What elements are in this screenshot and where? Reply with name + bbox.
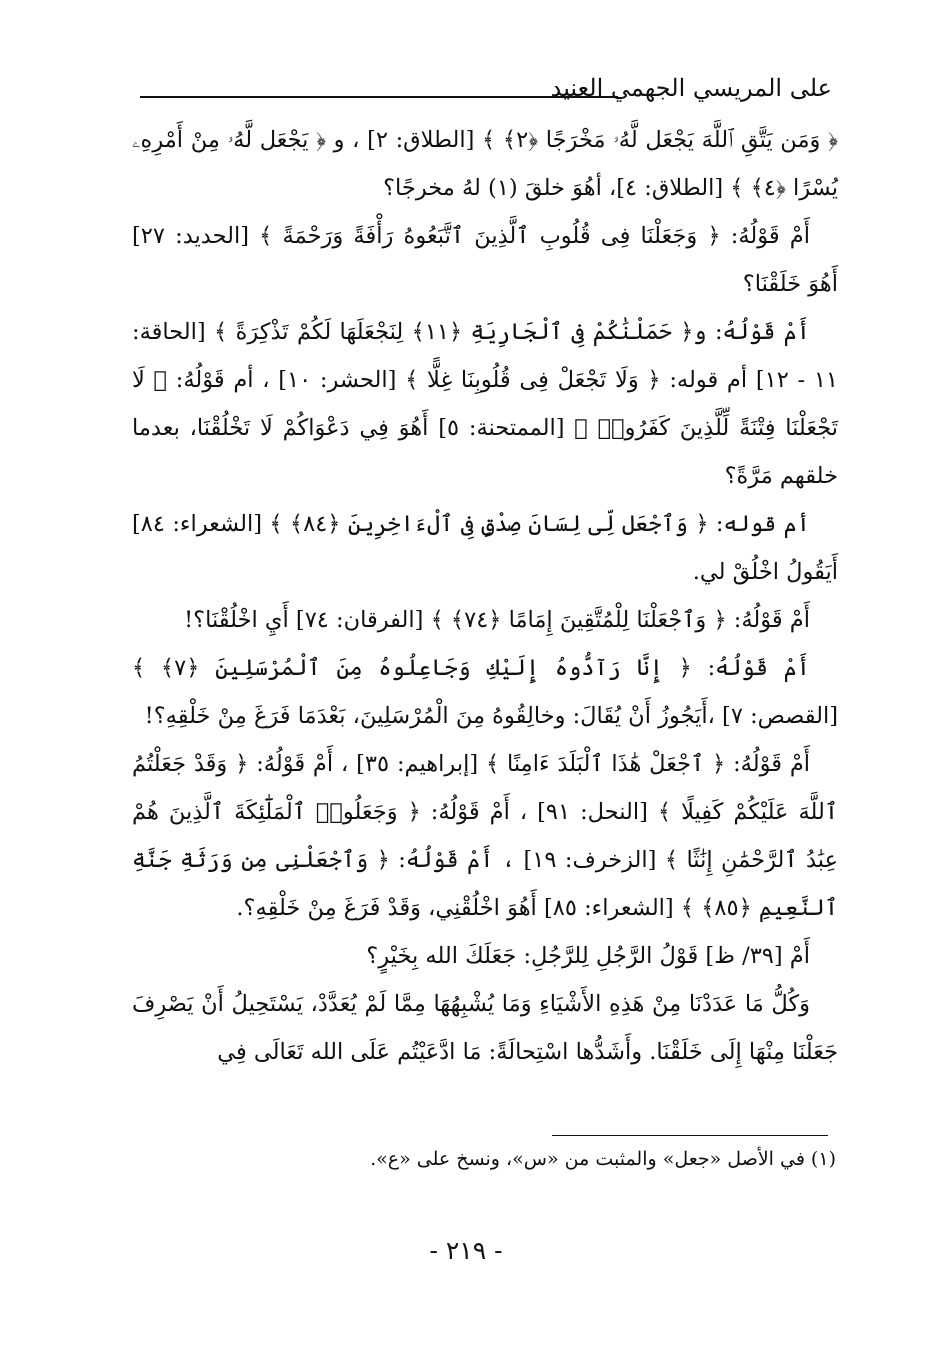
paragraph: أَمْ قَوْلُهُ: ﴿ ٱجْعَلْ هَٰذَا ٱلْبَلَدَ ءَامِنًا ﴾ [إبراهيم: ٣٥] ، أَمْ قَوْلُهُ: ﴿ وَقَدْ جَعَلْتُمُ ٱللَّهَ عَلَيْكُمْ كَفِيلًا ﴾ [النحل: ٩١] ، أَمْ قَوْلُهُ: ﴿ وَجَعَلُوا۟ ٱلْمَلَٰٓئِكَةَ ٱلَّذِينَ هُمْ عِبَٰدُ ٱلرَّحْمَٰنِ إِنَٰثًا ﴾ [الزخرف: ١٩] ، أَمْ قَوْلُهُ: ﴿ وَٱجْعَلْنِى مِن وَرَثَةِ جَنَّةِ ٱلنَّعِيمِ ﴿٨٥﴾ ﴾ [الشعراء: ٨٥] أَهُوَ اخْلُقْنِي، وَقَدْ فَرَغَ مِنْ خَلْقِهِ؟. bbox=[132, 751, 839, 921]
paragraph: ﴿ وَمَن يَتَّقِ ٱللَّهَ يَجْعَل لَّهُۥ مَخْرَجًا ﴿٢﴾ ﴾ [الطلاق: ٢] ، و ﴿ يَجْعَل لَّهُۥ مِنْ أَمْرِهِۦ يُسْرًا ﴿٤﴾ ﴾ [الطلاق: ٤]، أهُوَ خلقَ (١) لهُ مخرجًا؟ bbox=[132, 127, 838, 201]
paragraph: أَمْ [٣٩/ ظ] قَوْلُ الرَّجُلِ لِلرَّجُلِ: جَعَلَكَ الله بِخَيْرٍ؟ bbox=[366, 943, 810, 969]
paragraph: أَمْ قَوْلُهُ: ﴿ إِنَّا رَآدُّوهُ إِلَيْكِ وَجَاعِلُوهُ مِنَ ٱلْمُرْسَلِينَ ﴿٧﴾ ﴾ [القصص: ٧] ،أَيَجُوزُ أَنْ يُقَالَ: وخالِقُوهُ مِنَ الْمُرْسَلِينَ، بَعْدَمَا فَرَغَ مِنْ خَلْقِهِ؟! bbox=[132, 655, 838, 729]
paragraph: أَمْ قَوْلُهُ: ﴿ وَٱجْعَلْنَا لِلْمُتَّقِينَ إِمَامًا ﴿٧٤﴾ ﴾ [الفرقان: ٧٤] أَيِ اخْلُقْنَا؟! bbox=[184, 607, 810, 633]
page-number: - ٢١٩ - bbox=[429, 1236, 503, 1265]
header-rule bbox=[140, 96, 618, 98]
running-header: على المريسي الجهمي العنيد bbox=[550, 74, 832, 102]
footnote: (١) في الأصل «جعل» والمثبت من «س»، ونسخ على «ع». bbox=[370, 1148, 836, 1170]
body-text bbox=[132, 116, 838, 1076]
paragraph: أَمْ قَوْلُهُ: ﴿ وَجَعَلْنَا فِى قُلُوبِ ٱلَّذِينَ ٱتَّبَعُوهُ رَأْفَةً وَرَحْمَةً ﴾ [الحديد: ٢٧] أَهُوَ خَلَقْنَا؟ bbox=[132, 223, 838, 297]
paragraph: وَكُلُّ مَا عَدَدْنَا مِنْ هَذِهِ الأَشْيَاءِ وَمَا يُشْبِهُهَا مِمَّا لَمْ يُعَدَّدْ، يَسْتَحِيلُ أَنْ يَصْرِفَ جَعَلْنَا مِنْهَا إِلَى خَلَقْنَا. وأَشَدُّها اسْتِحالَةً: مَا ادَّعَيْتُم عَلَى الله تَعَالَى فِي bbox=[132, 991, 838, 1065]
paragraph: أم قوله: ﴿ وَٱجْعَل لِّى لِسَانَ صِدْقٍ فِى ٱلْءَاخِرِينَ ﴿٨٤﴾ ﴾ [الشعراء: ٨٤] أَيَقُولُ اخْلُقْ لي. bbox=[132, 511, 838, 585]
paragraph: أَمْ قَوْلُهُ: و﴿ حَمَلْنَٰكُمْ فِى ٱلْجَارِيَةِ ﴿١١﴾ لِنَجْعَلَهَا لَكُمْ تَذْكِرَةً ﴾ [الحاقة: ١١ - ١٢] أم قوله: ﴿ وَلَا تَجْعَلْ فِى قُلُوبِنَا غِلًّا ﴾ [الحشر: ١٠] ، أم قَوْلُهُ: ﴿ لَا تَجْعَلْنَا فِتْنَةً لِّلَّذِينَ كَفَرُوا۟ ﴾ [الممتحنة: ٥] أَهُوَ فِي دَعْوَاكُمْ لَا تَخْلُقْنَا، بعدما خلقهم مَرَّةً؟ bbox=[132, 319, 838, 489]
footnote-rule bbox=[552, 1135, 828, 1136]
